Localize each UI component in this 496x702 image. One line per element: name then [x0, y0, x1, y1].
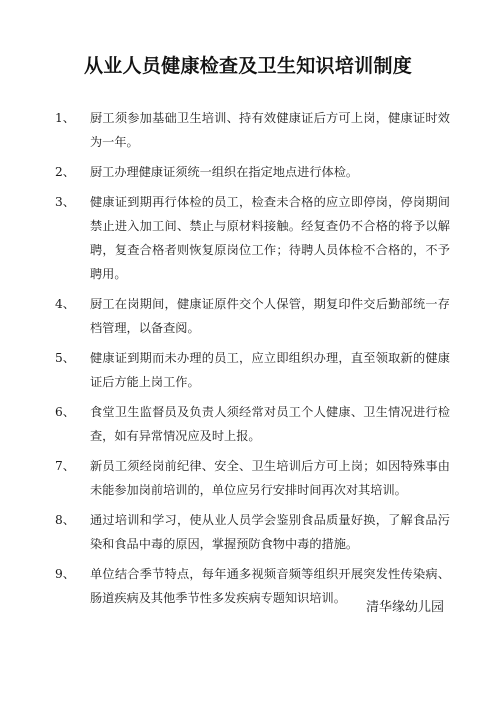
rule-item-8: [55, 508, 450, 556]
rule-text: 健康证到期而未办理的员工，应立即组织办理，直至领取新的健康证后方能上岗工作。: [90, 351, 450, 389]
rule-item-3: [55, 190, 450, 286]
rule-item-7: [55, 454, 450, 502]
rule-text: 食堂卫生监督员及负责人须经常对员工个人健康、卫生情况进行检查，如有异常情况应及时上报。: [90, 405, 450, 443]
rule-text: 单位结合季节特点，每年通多视频音频等组织开展突发性传染病、肠道疾病及其他季节性多发疾病专题知识培训。: [90, 567, 450, 605]
rule-item-5: [55, 346, 450, 394]
rule-number: 4、: [55, 297, 75, 311]
rule-text: 通过培训和学习，使从业人员学会鉴别食品质量好换，了解食品污染和食品中毒的原因，掌握预防食物中毒的措施。: [90, 513, 450, 551]
organization-signature: 清华缘幼儿园: [365, 600, 444, 615]
rule-text: 厨工办理健康证须统一组织在指定地点进行体检。: [90, 165, 359, 179]
rule-number: 8、: [55, 513, 75, 527]
rule-number: 5、: [55, 351, 75, 365]
rule-text: 健康证到期再行体检的员工，检查未合格的应立即停岗，停岗期间禁止进入加工间、禁止与原材料接触。经复查仍不合格的将予以解聘，复查合格者则恢复原岗位工作；待聘人员体检不合格的，不予聘用。: [90, 195, 450, 281]
rule-item-6: [55, 400, 450, 448]
rules-list: [55, 106, 450, 616]
rule-item-4: [55, 292, 450, 340]
rule-item-1: [55, 106, 450, 154]
rule-number: 9、: [55, 567, 75, 581]
rule-number: 1、: [55, 111, 75, 125]
rule-number: 2、: [55, 165, 75, 179]
document-title: 从业人员健康检查及卫生知识培训制度: [83, 55, 413, 77]
rule-text: 新员工须经岗前纪律、安全、卫生培训后方可上岗；如因特殊事由未能参加岗前培训的，单位应另行安排时间再次对其培训。: [90, 459, 450, 497]
rule-item-2: [55, 160, 450, 184]
rule-number: 3、: [55, 195, 75, 209]
rule-number: 7、: [55, 459, 75, 473]
rule-text: 厨工在岗期间，健康证原件交个人保管，期复印件交后勤部统一存档管理，以备查阅。: [90, 297, 450, 335]
rule-number: 6、: [55, 405, 75, 419]
rule-text: 厨工须参加基础卫生培训、持有效健康证后方可上岗，健康证时效为一年。: [90, 111, 450, 149]
